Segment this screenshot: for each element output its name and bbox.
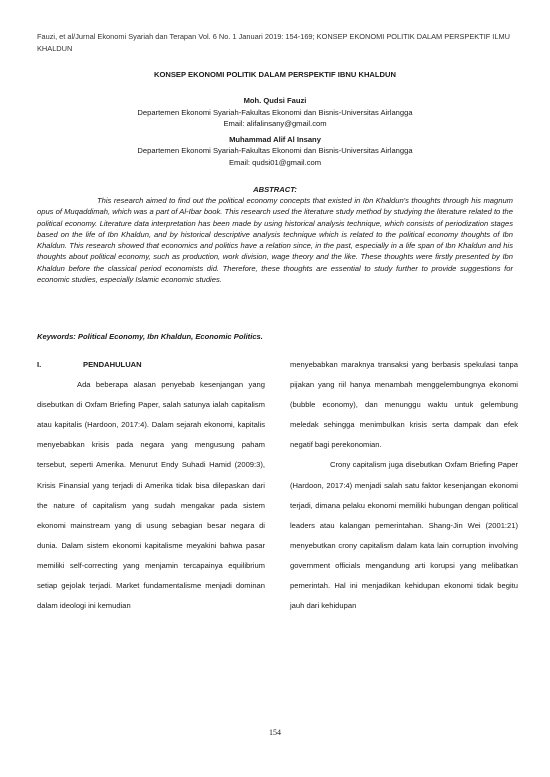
author-1 <box>37 95 513 130</box>
section-heading <box>37 355 265 375</box>
author-name: Moh. Qudsi Fauzi <box>243 96 307 105</box>
abstract-heading: ABSTRACT: <box>253 185 297 194</box>
page-number: 154 <box>269 728 281 737</box>
abstract-body: This research aimed to find out the political economy concepts that existed in Ibn Khaldun's thoughts through his magnum opus of Muqaddimah, which was a part of Al-Ibar book. This research used the literature study method by studying the literature related to the political economy. Literature data interpretation has been made by using historical analysis technique, which consists of periodization stages based on the life of Ibn Khaldun, and by historical descriptive analysis technique which is related to the political economy thoughts of Ibn Khaldun. This research showed that economics and politics have a relation since, in the past, especially in a life span of Ibn Khaldun and his thoughts about political economy, such as production, work division, wage theory and the like. These thoughts were firstly presented by Ibn Khaldun before the classical period economists did. Therefore, these thoughts are essential to study further to provide suggestions for economic studies, especially Islamic economic studies. <box>37 196 513 285</box>
author-affiliation: Departemen Ekonomi Syariah-Fakultas Ekonomi dan Bisnis-Universitas Airlangga <box>137 146 413 155</box>
keywords: Keywords: Political Economy, Ibn Khaldun, Economic Politics. <box>37 332 263 341</box>
running-head-citation: Fauzi, et al/Jurnal Ekonomi Syariah dan Terapan Vol. 6 No. 1 Januari 2019: 154-169; <box>37 32 315 41</box>
author-affiliation: Departemen Ekonomi Syariah-Fakultas Ekonomi dan Bisnis-Universitas Airlangga <box>137 107 413 117</box>
running-head-title: KONSEP EKONOMI POLITIK DALAM PERSPEKTIF ILMU KHALDUN <box>37 32 510 53</box>
body-paragraph: Ada beberapa alasan penyebab kesenjangan yang disebutkan di Oxfam Briefing Paper, salah satunya ialah capitalism atau kapitalis (Hardoon, 2017:4). Dalam sejarah ekonomi, kapitalis menyebabkan krisis pada negara yang mengusung paham tersebut, seperti Amerika. Menurut Endy Suhadi Hamid (2009:3), Krisis Finansial yang terjadi di Amerika tidak bisa dilepaskan dari the nature of capitalism yang sudah mengakar pada sistem ekonomi mainstream yang di usung sebagian besar negara di dunia. Dalam sistem ekonomi kapitalisme meyakini bahwa pasar memiliki self-correcting yang menjamin tercapainya equilibrium setiap gejolak terjadi. Market fundamentalisme menjadi dominan dalam ideologi ini kemudian <box>37 380 265 611</box>
body-paragraph: Crony capitalism juga disebutkan Oxfam Briefing Paper (Hardoon, 2017:4) menjadi salah satu faktor kesenjangan ekonomi terjadi, dimana pelaku ekonomi memiliki hubungan dengan political leaders atau kalangan pemerintahan. Shang-Jin Wei (2001:21) menyebutkan crony capitalism dalam kata lain corruption involving government officials mengandung arti korupsi yang melibatkan pemerintah. Hal ini menjadikan kehidupan ekonomi tidak begitu jauh dari kehidupan <box>290 460 518 611</box>
author-name: Muhammad Alif Al Insany <box>229 134 321 144</box>
author-email: Email: qudsi01@gmail.com <box>228 157 322 167</box>
right-column <box>290 355 518 616</box>
body-paragraph: menyebabkan maraknya transaksi yang berbasis spekulasi tanpa pijakan yang riil hanya menambah menggelembungnya ekonomi (bubble economy), dan menunggu waktu untuk gelembung meledak sehingga menimbulkan krisis serta dampak dan efek negatif bagi perekonomian. <box>290 360 518 450</box>
left-column <box>37 355 265 616</box>
running-head <box>37 31 517 55</box>
section-title: PENDAHULUAN <box>83 360 142 369</box>
paper-title: KONSEP EKONOMI POLITIK DALAM PERSPEKTIF IBNU KHALDUN <box>153 70 397 79</box>
author-email: Email: alifalinsany@gmail.com <box>223 119 327 128</box>
section-number: I. <box>37 360 42 369</box>
author-2 <box>37 134 513 169</box>
author-list <box>37 95 513 172</box>
